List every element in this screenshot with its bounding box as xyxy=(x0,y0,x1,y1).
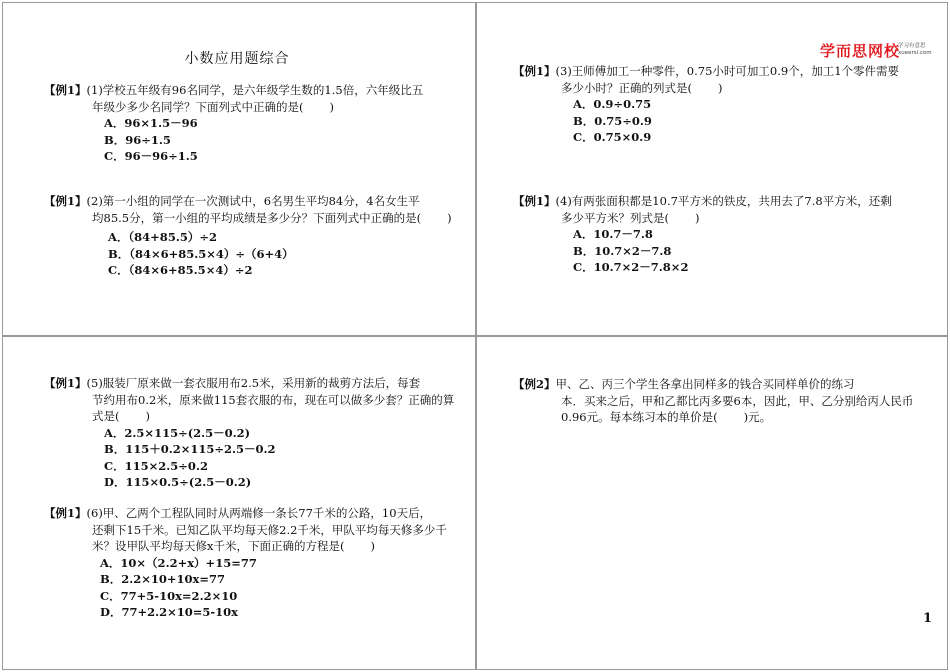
option-a: A．2.5×115÷(2.5－0.2) xyxy=(104,425,251,440)
option-a: A．（84+85.5）÷2 xyxy=(108,230,217,244)
option-d: D．77+2.2×10=5-10x xyxy=(100,605,239,619)
problem-1: 【例1】(1)学校五年级有96名同学，是六年级学生数的1.5倍，六年级比五 年级少多少名同学？下面列式中正确的是( ) A．96×1.5－96 B．96÷1.5 C．96－96÷1.5 xyxy=(44,82,462,165)
option-b: B．2.2×10+10x=77 xyxy=(100,572,226,586)
option-c: C．115×2.5÷0.2 xyxy=(104,458,208,473)
option-a: A．10×（2.2+x）+15=77 xyxy=(100,555,257,570)
option-c: C．（84×6+85.5×4）÷2 xyxy=(108,263,253,277)
problem-4: 【例1】(4)有两张面积都是10.7平方米的铁皮，共用去了7.8平方米，还剩 多少平方米？列式是( ) A．10.7－7.8 B．10.7×2－7.8 C．10.7×2－7.8×2 xyxy=(513,193,937,276)
option-c: C．77+5-10x=2.2×10 xyxy=(100,588,238,603)
problem-7: 【例2】甲、乙、丙三个学生各拿出同样多的钱合买同样单价的练习 本．买来之后，甲和乙都比丙多要6本，因此，甲、乙分别给丙人民币0.96元。每本练习本的单价是( )元。 xyxy=(513,377,914,424)
option-a: A．0.9÷0.75 xyxy=(573,97,652,111)
option-c: C．96－96÷1.5 xyxy=(104,149,198,163)
page-title: 小数应用题综合 xyxy=(184,51,290,67)
page-number: 1 xyxy=(922,611,932,626)
problem-6: 【例1】(6)甲、乙两个工程队同时从两端修一条长77千米的公路，10天后， 还剩下15千米。已知乙队平均每天修2.2千米，甲队平均每天修多少千米？设甲队平均每天修x千米，下面正确的方程是( ) A．10×（2.2+x）+15=77 B．2.2×10+10x=77 C．77+5-10x=2.2×10 D．77+2.2×10=5-10x xyxy=(44,505,462,621)
problem-3: 【例1】(3)王师傅加工一种零件，0.75小时可加工0.9个，加工1个零件需要 多少小时？正确的列式是( ) A．0.9÷0.75 B．0.75÷0.9 C．0.75×0.9 xyxy=(513,63,937,146)
option-a: A．96×1.5－96 xyxy=(104,116,198,130)
option-b: B．0.75÷0.9 xyxy=(573,113,652,128)
brand-logo: 学而思网校 学习有意思 xueersi.com xyxy=(820,42,932,60)
option-b: B．10.7×2－7.8 xyxy=(573,243,672,258)
option-d: D．115×0.5÷(2.5－0.2) xyxy=(104,475,252,489)
problem-2: 【例1】(2)第一小组的同学在一次测试中，6名男生平均84分，4名女生平 均85.5分，第一小组的平均成绩是多少分？下面列式中正确的是( ) A．（84+85.5）÷2 B．（84×6+85.5×4）÷（6+4） C．（84×6+85.5×4）÷2 xyxy=(44,193,462,279)
option-a: A．10.7－7.8 xyxy=(573,227,653,241)
option-c: C．0.75×0.9 xyxy=(573,130,652,144)
option-b: B．96÷1.5 xyxy=(104,132,171,147)
logo-slogan: 学习有意思 xueersi.com xyxy=(898,43,932,56)
problem-5: 【例1】(5)服装厂原来做一套衣服用布2.5米，采用新的裁剪方法后，每套 节约用布0.2米，原来做115套衣服的布，现在可以做多少套？正确的算式是( ) A．2.5×115÷(2.5－0.2) B．115＋0.2×115÷2.5－0.2 C．115×2.5÷0.2 D．115×0.5÷(2.5－0.2) xyxy=(44,375,462,491)
option-c: C．10.7×2－7.8×2 xyxy=(573,260,689,274)
option-b: B．（84×6+85.5×4）÷（6+4） xyxy=(108,246,294,261)
option-b: B．115＋0.2×115÷2.5－0.2 xyxy=(104,442,276,456)
